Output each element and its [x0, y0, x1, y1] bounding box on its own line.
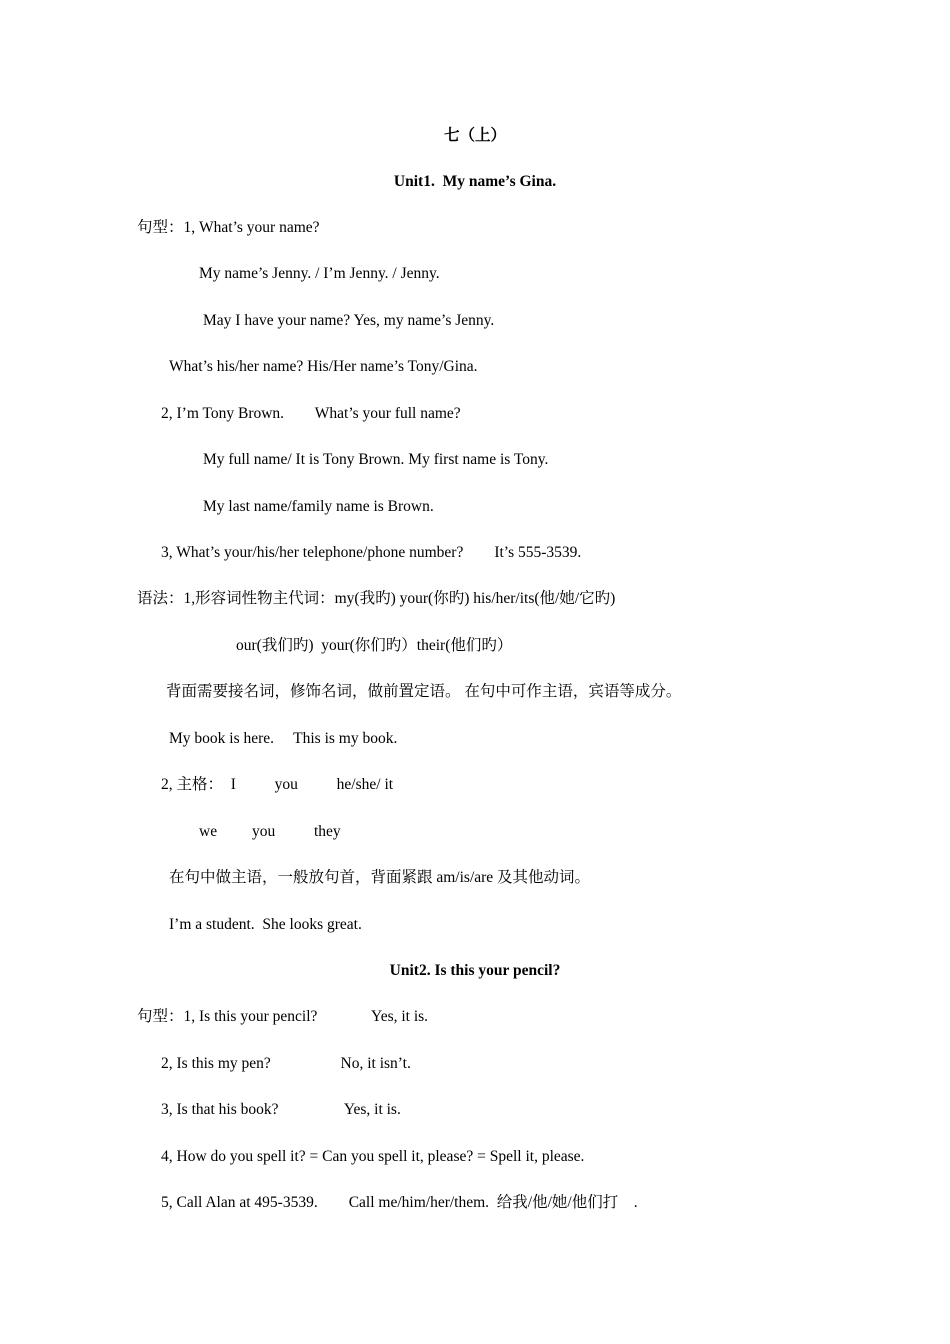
unit1-line: 语法：1,形容词性物主代词：my(我旳) your(你旳) his/her/its(他/她/它旳) [137, 590, 616, 607]
unit1-line: 背面需要接名词，修饰名词，做前置定语。 在句中可作主语，宾语等成分。 [166, 683, 682, 700]
unit2-line: 3, Is that his book? Yes, it is. [161, 1101, 401, 1118]
unit1-line: 3, What’s your/his/her telephone/phone number? It’s 555-3539. [161, 544, 582, 561]
unit2-line: 句型：1, Is this your pencil? Yes, it is. [137, 1008, 429, 1025]
unit2-line: 2, Is this my pen? No, it isn’t. [161, 1055, 411, 1072]
unit1-line: 句型：1, What’s your name? [137, 219, 320, 236]
unit1-heading: Unit1. My name’s Gina. [393, 173, 557, 190]
unit1-line: I’m a student. She looks great. [169, 916, 362, 933]
unit2-line: 4, How do you spell it? = Can you spell it, please? = Spell it, please. [161, 1148, 585, 1165]
unit2-heading: Unit2. Is this your pencil? [389, 962, 561, 979]
unit1-line: May I have your name? Yes, my name’s Jenny. [203, 312, 495, 329]
unit1-line: 在句中做主语，一般放句首，背面紧跟 am/is/are 及其他动词。 [169, 869, 591, 886]
unit1-line: we you they [199, 823, 341, 840]
unit1-line: My book is here. This is my book. [169, 730, 398, 747]
unit1-line: 2, I’m Tony Brown. What’s your full name? [161, 405, 461, 422]
unit1-line: What’s his/her name? His/Her name’s Tony/Gina. [169, 358, 478, 375]
unit1-line: our(我们旳) your(你们旳）their(他们旳） [236, 637, 513, 654]
unit1-line: 2, 主格： I you he/she/ it [161, 776, 394, 793]
unit2-line: 5, Call Alan at 495-3539. Call me/him/her/them. 给我/他/她/他们打 . [161, 1194, 638, 1211]
unit1-line: My full name/ It is Tony Brown. My first name is Tony. [203, 451, 549, 468]
page-title: 七（上） [443, 127, 506, 144]
unit1-line: My name’s Jenny. / I’m Jenny. / Jenny. [199, 265, 440, 282]
unit1-line: My last name/family name is Brown. [203, 498, 434, 515]
